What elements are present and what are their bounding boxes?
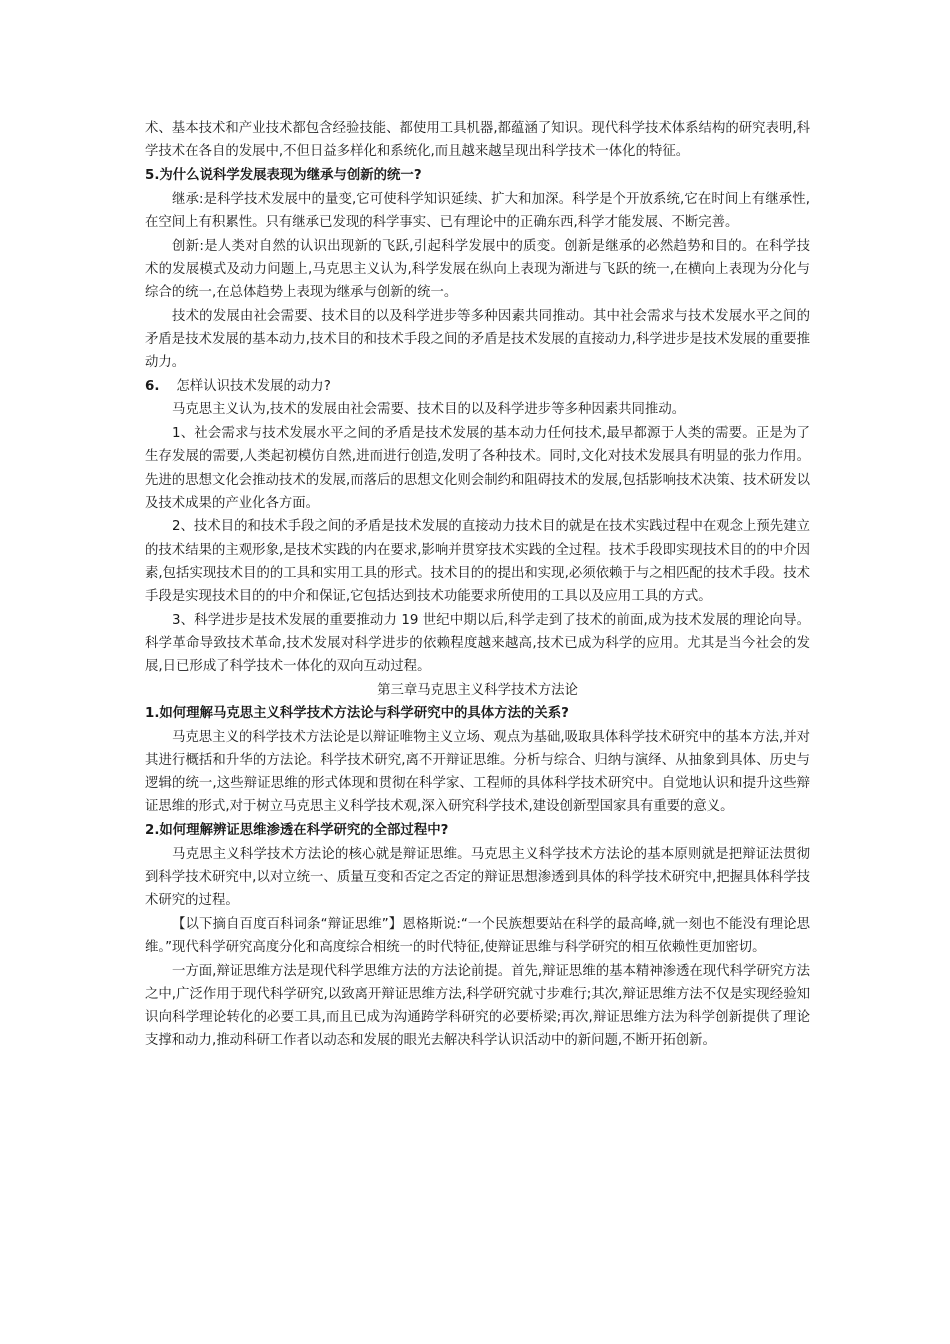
question-6-number: 6. (145, 378, 160, 394)
question-6-heading (145, 375, 810, 398)
chapter3-question-1-heading: 1.如何理解马克思主义科学技术方法论与科学研究中的具体方法的关系? (145, 706, 569, 722)
paragraph-tech-drivers: 技术的发展由社会需要、技术目的以及科学进步等多种因素共同推动。其中社会需求与技术发展水平之间的矛盾是技术发展的基本动力,技术目的和技术手段之间的矛盾是技术发展的直接动力,科学进步是技术发展的重要推动力。 (145, 308, 810, 371)
paragraph-dialectical-core: 马克思主义科学技术方法论的核心就是辩证思维。马克思主义科学技术方法论的基本原则就是把辩证法贯彻到科学技术研究中,以对立统一、质量互变和否定之否定的辩证思想渗透到具体的科学技术研究中,把握具体科学技术研究的过程。 (145, 846, 810, 909)
chapter3-question-2-heading: 2.如何理解辨证思维渗透在科学研究的全部过程中? (145, 823, 449, 839)
question-6-text: 怎样认识技术发展的动力? (176, 378, 331, 394)
paragraph-innovation: 创新:是人类对自然的认识出现新的飞跃,引起科学发展中的质变。创新是继承的必然趋势和目的。在科学技术的发展模式及动力问题上,马克思主义认为,科学发展在纵向上表现为渐进与飞跃的统一,在横向上表现为分化与综合的统一,在总体趋势上表现为继承与创新的统一。 (145, 238, 810, 300)
document-page (145, 117, 810, 1053)
question-5-heading: 5.为什么说科学发展表现为继承与创新的统一? (145, 167, 422, 183)
paragraph-point-1: 1、社会需求与技术发展水平之间的矛盾是技术发展的基本动力任何技术,最早都源于人类的需要。正是为了生存发展的需要,人类起初模仿自然,进而进行创造,发明了各种技术。同时,文化对技术发展具有明显的张力作用。先进的思想文化会推动技术的发展,而落后的思想文化则会制约和阻碍技术的发展,包括影响技术决策、技术研发以及技术成果的产业化各方面。 (145, 426, 810, 511)
paragraph-marxism-view: 马克思主义认为,技术的发展由社会需要、技术目的以及科学进步等多种因素共同推动。 (172, 402, 686, 418)
paragraph-baidu-quote: 【以下摘自百度百科词条“辩证思维”】恩格斯说:“一个民族想要站在科学的最高峰,就一刻也不能没有理论思维。”现代科学研究高度分化和高度综合相统一的时代特征,使辩证思维与科学研究的相互依赖性更加密切。 (145, 916, 810, 956)
paragraph-point-2: 2、技术目的和技术手段之间的矛盾是技术发展的直接动力技术目的就是在技术实践过程中在观念上预先建立的技术结果的主观形象,是技术实践的内在要求,影响并贯穿技术实践的全过程。技术手段即实现技术目的的中介因素,包括实现技术目的的工具和实用工具的形式。技术目的的提出和实现,必须依赖于与之相匹配的技术手段。技术手段是实现技术目的的中介和保证,它包括达到技术功能要求所使用的工具以及应用工具的方式。 (145, 519, 810, 605)
chapter-title: 第三章马克思主义科学技术方法论 (377, 682, 578, 698)
paragraph-on-one-hand: 一方面,辩证思维方法是现代科学思维方法的方法论前提。首先,辩证思维的基本精神渗透在现代科学研究方法之中,广泛作用于现代科学研究,以致离开辩证思维方法,科学研究就寸步难行;其次,辩证思维方法不仅是实现经验知识向科学理论转化的必要工具,而且已成为沟通跨学科研究的必要桥梁;再次,辩证思维方法为科学创新提供了理论支撑和动力,推动科研工作者以动态和发展的眼光去解决科学认识活动中的新问题,不断开拓创新。 (145, 963, 810, 1049)
paragraph-methodology: 马克思主义的科学技术方法论是以辩证唯物主义立场、观点为基础,吸取具体科学技术研究中的基本方法,并对其进行概括和升华的方法论。科学技术研究,离不开辩证思维。分析与综合、归纳与演绎、从抽象到具体、历史与逻辑的统一,这些辩证思维的形式体现和贯彻在科学家、工程师的具体科学技术研究中。自觉地认识和提升这些辩证思维的形式,对于树立马克思主义科学技术观,深入研究科学技术,建设创新型国家具有重要的意义。 (145, 729, 810, 815)
paragraph-point-3: 3、科学进步是技术发展的重要推动力 19 世纪中期以后,科学走到了技术的前面,成为技术发展的理论向导。科学革命导致技术革命,技术发展对科学进步的依赖程度越来越高,技术已成为科学的应用。尤其是当今社会的发展,日已形成了科学技术一体化的双向互动过程。 (145, 612, 810, 675)
paragraph-continuation: 术、基本技术和产业技术都包含经验技能、都使用工具机器,都蕴涵了知识。现代科学技术体系结构的研究表明,科学技术在各自的发展中,不但日益多样化和系统化,而且越来越呈现出科学技术一体化的特征。 (145, 121, 810, 160)
paragraph-inheritance: 继承:是科学技术发展中的量变,它可使科学知识延续、扩大和加深。科学是个开放系统,它在时间上有继承性,在空间上有积累性。只有继承已发现的科学事实、已有理论中的正确东西,科学才能发展、不断完善。 (145, 191, 810, 230)
